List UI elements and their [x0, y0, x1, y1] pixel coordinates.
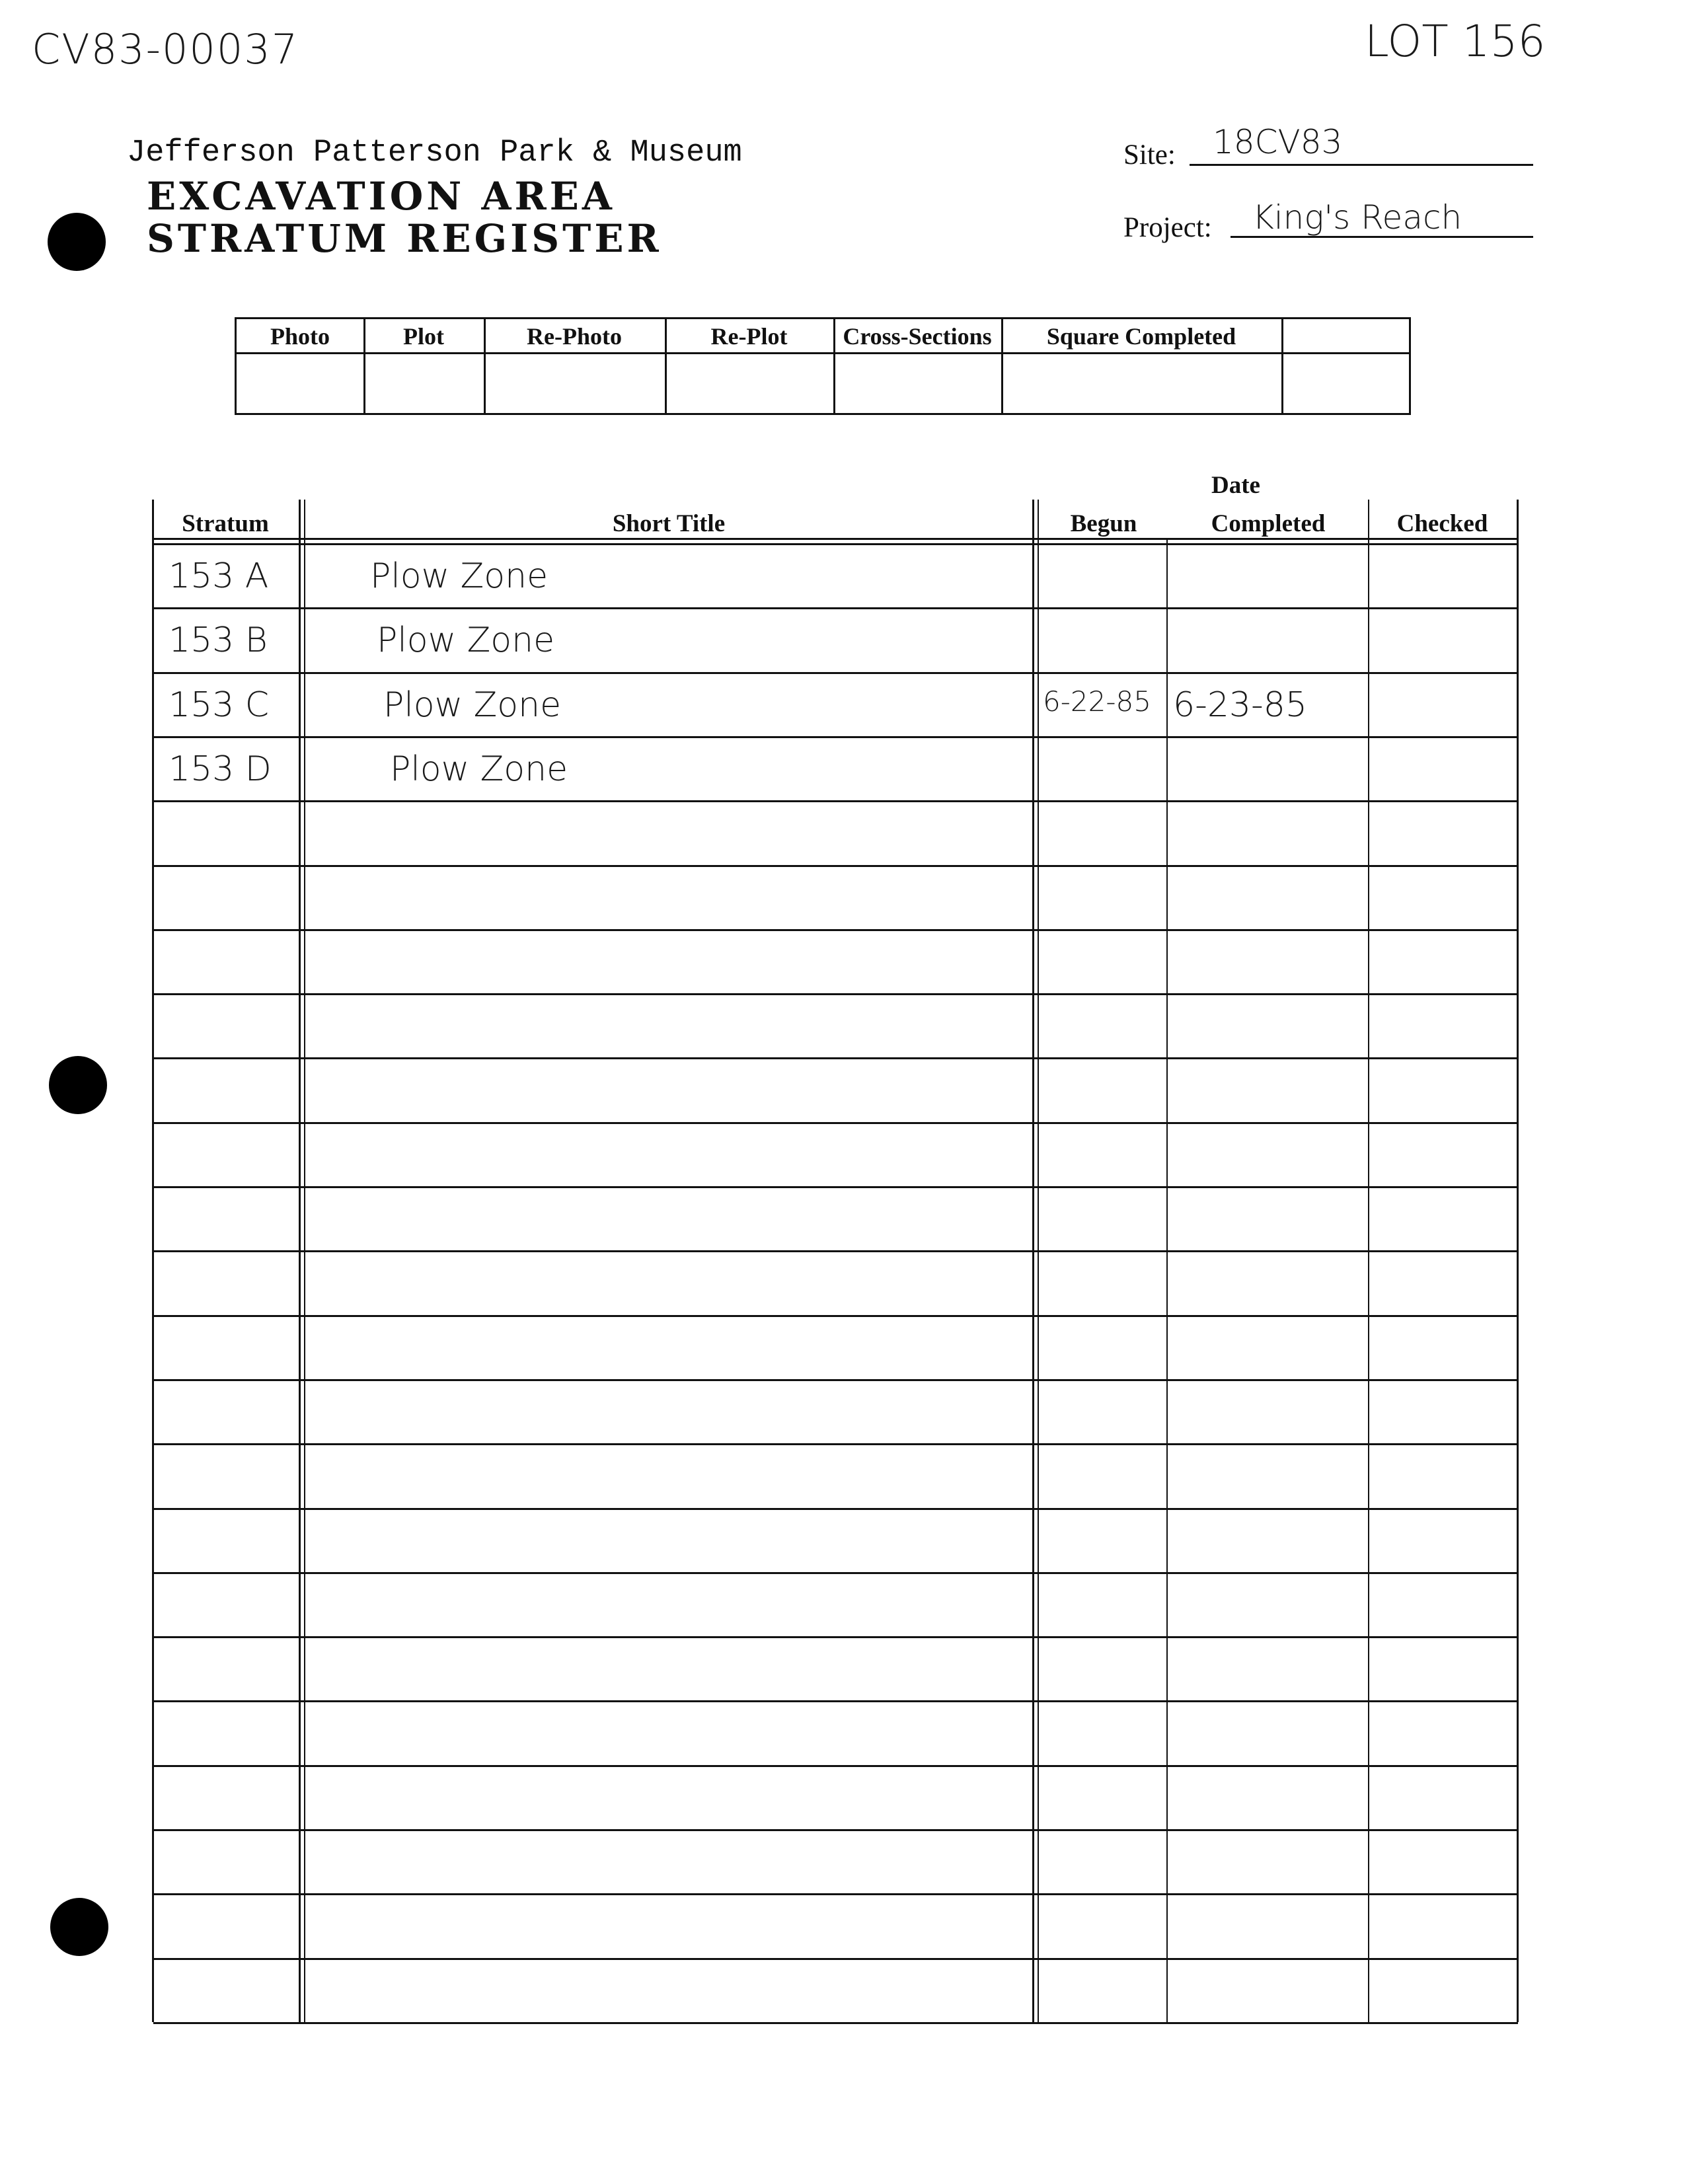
header-rule — [152, 538, 1517, 540]
cell-short-title[interactable]: Plow Zone — [383, 685, 562, 725]
column-rule — [304, 500, 305, 2022]
row-rule — [153, 1636, 1518, 1638]
row-rule — [153, 800, 1518, 802]
row-rule — [153, 865, 1518, 867]
cell-short-title[interactable]: Plow Zone — [377, 621, 555, 661]
row-rule — [153, 1379, 1518, 1381]
row-rule — [153, 607, 1518, 609]
row-rule — [153, 1700, 1518, 1702]
site-value[interactable]: 18CV83 — [1213, 123, 1343, 161]
column-rule — [152, 500, 154, 2022]
row-rule — [153, 1443, 1518, 1445]
cell-stratum[interactable]: 153 C — [169, 685, 270, 725]
binder-hole — [50, 1898, 108, 1956]
record-col-cross-sections: Cross-Sections — [843, 323, 992, 350]
project-value[interactable]: King's Reach — [1252, 198, 1462, 237]
form-title-line-1: EXCAVATION AREA — [147, 174, 615, 219]
record-table-divider — [237, 352, 1409, 354]
column-rule — [1368, 500, 1369, 2022]
cell-stratum[interactable]: 153 A — [169, 556, 269, 596]
record-col-re-photo: Re-Photo — [527, 323, 622, 350]
cell-short-title[interactable]: Plow Zone — [390, 749, 568, 789]
lot-number: LOT 156 — [1365, 16, 1546, 67]
site-underline — [1190, 164, 1533, 166]
site-label: Site: — [1123, 139, 1176, 170]
form-title-line-2: STRATUM REGISTER — [147, 216, 662, 261]
date-group-header: Date — [1211, 472, 1260, 499]
cell-completed[interactable]: 6-23-85 — [1173, 685, 1307, 725]
column-rule — [299, 500, 301, 2022]
col-header-begun: Begun — [1070, 510, 1137, 537]
document-id: CV83-00037 — [32, 25, 299, 73]
record-col-re-plot: Re-Plot — [710, 323, 788, 350]
row-rule — [153, 1829, 1518, 1831]
row-rule — [153, 736, 1518, 738]
form-title — [147, 175, 662, 260]
row-rule — [153, 993, 1518, 995]
stratum-register — [152, 463, 1520, 2049]
column-rule — [1038, 500, 1039, 2022]
institution-name: Jefferson Patterson Park & Museum — [127, 135, 742, 170]
row-rule — [153, 1572, 1518, 1574]
col-header-checked: Checked — [1396, 510, 1488, 537]
col-header-completed: Completed — [1211, 510, 1326, 537]
row-rule — [153, 1122, 1518, 1124]
col-header-stratum: Stratum — [182, 510, 269, 537]
record-col-square-completed-cell — [1281, 322, 1411, 351]
row-rule — [153, 1315, 1518, 1317]
row-rule — [153, 672, 1518, 674]
cell-short-title[interactable]: Plow Zone — [370, 556, 549, 596]
col-header-short-title: Short Title — [612, 510, 726, 537]
row-rule — [153, 1508, 1518, 1510]
cell-begun[interactable]: 6-22-85 — [1043, 685, 1151, 718]
record-col-plot: Plot — [403, 323, 444, 350]
row-rule — [153, 1765, 1518, 1767]
row-rule — [153, 1958, 1518, 1960]
row-rule — [153, 1186, 1518, 1188]
row-rule — [153, 1057, 1518, 1059]
column-rule — [1517, 500, 1519, 2022]
column-rule — [1166, 539, 1168, 2022]
header-rule — [152, 543, 1517, 545]
cell-stratum[interactable]: 153 B — [169, 621, 268, 661]
row-rule — [153, 2022, 1518, 2024]
binder-hole — [48, 213, 106, 271]
record-col-square-completed: Square Completed — [1046, 323, 1236, 350]
row-rule — [153, 1893, 1518, 1895]
row-rule — [153, 1250, 1518, 1252]
row-rule — [153, 929, 1518, 931]
cell-stratum[interactable]: 153 D — [169, 749, 272, 789]
project-label: Project: — [1123, 212, 1212, 243]
record-table — [235, 317, 1411, 415]
binder-hole — [49, 1056, 107, 1114]
record-col-photo: Photo — [270, 323, 330, 350]
column-rule — [1032, 500, 1034, 2022]
